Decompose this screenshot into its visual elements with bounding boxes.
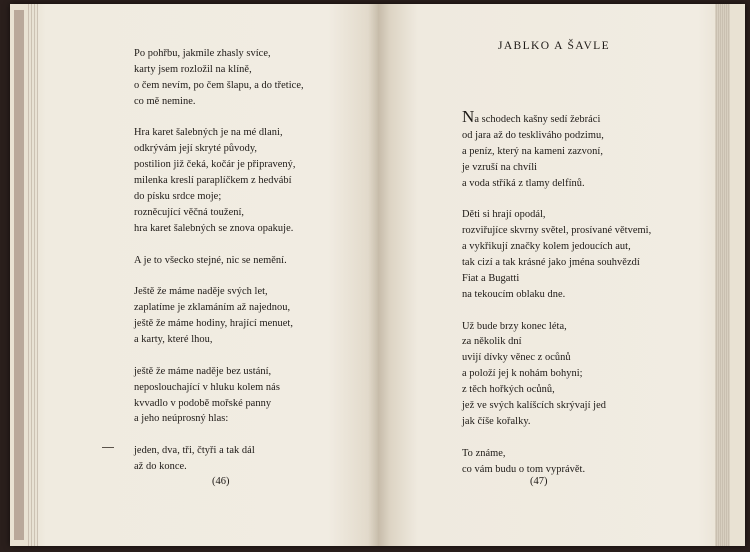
poem-line: ještě že máme hodiny, hrající menuet,: [134, 318, 293, 330]
poem-line: a karty, které lhou,: [134, 334, 213, 346]
book-cover-edge: [14, 10, 24, 540]
page-number-left: (46): [212, 476, 230, 487]
poem-line: uvijí dívky věnec z ocůnů: [462, 352, 571, 364]
poem-line: To známe,: [462, 447, 506, 459]
drop-cap: N: [462, 107, 475, 126]
stanza: [134, 443, 304, 475]
page-number-right: (47): [530, 476, 548, 487]
poem-line: do písku srdce moje;: [134, 191, 222, 203]
poem-line: od jara až do teskliváho podzimu,: [462, 129, 604, 141]
stanza: [134, 364, 304, 428]
poem-line: z těch hořkých ocůnů,: [462, 384, 555, 396]
poem-line: a jeho neúprosný hlas:: [134, 413, 229, 425]
book-spread: [10, 4, 745, 546]
poem-line: rozviřujíce skvrny světel, prosívané větvemi,: [462, 225, 652, 237]
poem-line: Ještě že máme naděje svých let,: [134, 286, 268, 298]
poem-line: Už bude brzy konec léta,: [462, 320, 567, 332]
poem-line: jeden, dva, tři, čtyři a tak dál: [134, 445, 255, 457]
stanza: [134, 253, 304, 269]
poem-line: ještě že máme naděje bez ustání,: [134, 365, 272, 377]
poem-line: co vám budu o tom vyprávět.: [462, 463, 586, 475]
poem-line: co mě nemine.: [134, 95, 196, 107]
poem-line: je vzruší na chvíli: [462, 161, 538, 173]
stanza: [462, 207, 651, 302]
stanza: [462, 446, 651, 478]
margin-mark: [102, 447, 114, 448]
poem-line: Děti si hrají opodál,: [462, 209, 546, 221]
poem-line: Hra karet šalebných je na mé dlani,: [134, 127, 283, 139]
poem-line: o čem nevím, po čem šlapu, a do třetice,: [134, 79, 304, 91]
poem-line: odkrývám její skryté původy,: [134, 143, 258, 155]
left-poem: [134, 46, 304, 475]
page-stack-edge: [28, 4, 38, 546]
poem-line: A je to všecko stejné, nic se nemění.: [134, 254, 287, 266]
poem-line: milenka kreslí paraplíčkem z hedvábí: [134, 175, 292, 187]
poem-line: a peníz, který na kameni zazvoní,: [462, 145, 603, 157]
stanza: [462, 107, 651, 191]
stanza: [462, 319, 651, 430]
poem-line: jež ve svých kalíšcích skrývají jed: [462, 400, 606, 412]
poem-line: Po pohřbu, jakmile zhasly svíce,: [134, 48, 271, 59]
poem-line: jak číše kořalky.: [462, 415, 531, 427]
poem-line: a voda stříká z tlamy delfínů.: [462, 177, 585, 189]
poem-line-first: [462, 107, 651, 128]
poem-line: postilion již čeká, kočár je připravený,: [134, 159, 296, 171]
poem-line: hra karet šalebných se znova opakuje.: [134, 222, 294, 234]
poem-line: tak cizí a tak krásné jako jména souhvězdí: [462, 257, 640, 269]
first-line-text: a schodech kašny sedí žebráci: [474, 114, 601, 125]
right-poem: [462, 107, 652, 477]
poem-line: neposlouchající v hluku kolem nás: [134, 381, 280, 393]
poem-line: kvvadlo v podobě mořské panny: [134, 397, 272, 409]
stanza: [134, 46, 304, 110]
poem-line: až do konce.: [134, 461, 187, 473]
poem-line: za několik dní: [462, 336, 522, 348]
page-fore-edge: [715, 4, 730, 546]
stanza: [134, 125, 304, 236]
poem-line: a položí jej k nohám bohyni;: [462, 368, 583, 380]
poem-line: zaplatíme je zklamáním až najednou,: [134, 302, 291, 314]
poem-line: karty jsem rozložil na klíně,: [134, 63, 252, 75]
poem-line: a vykřikují značky kolem jedoucích aut,: [462, 241, 631, 253]
poem-line: Fiat a Bugatti: [462, 272, 520, 284]
poem-line: rozněcující věčná toužení,: [134, 206, 245, 218]
stanza: [134, 284, 304, 348]
poem-title: JABLKO A ŠAVLE: [497, 40, 611, 52]
poem-line: na tekoucím oblaku dne.: [462, 288, 566, 300]
